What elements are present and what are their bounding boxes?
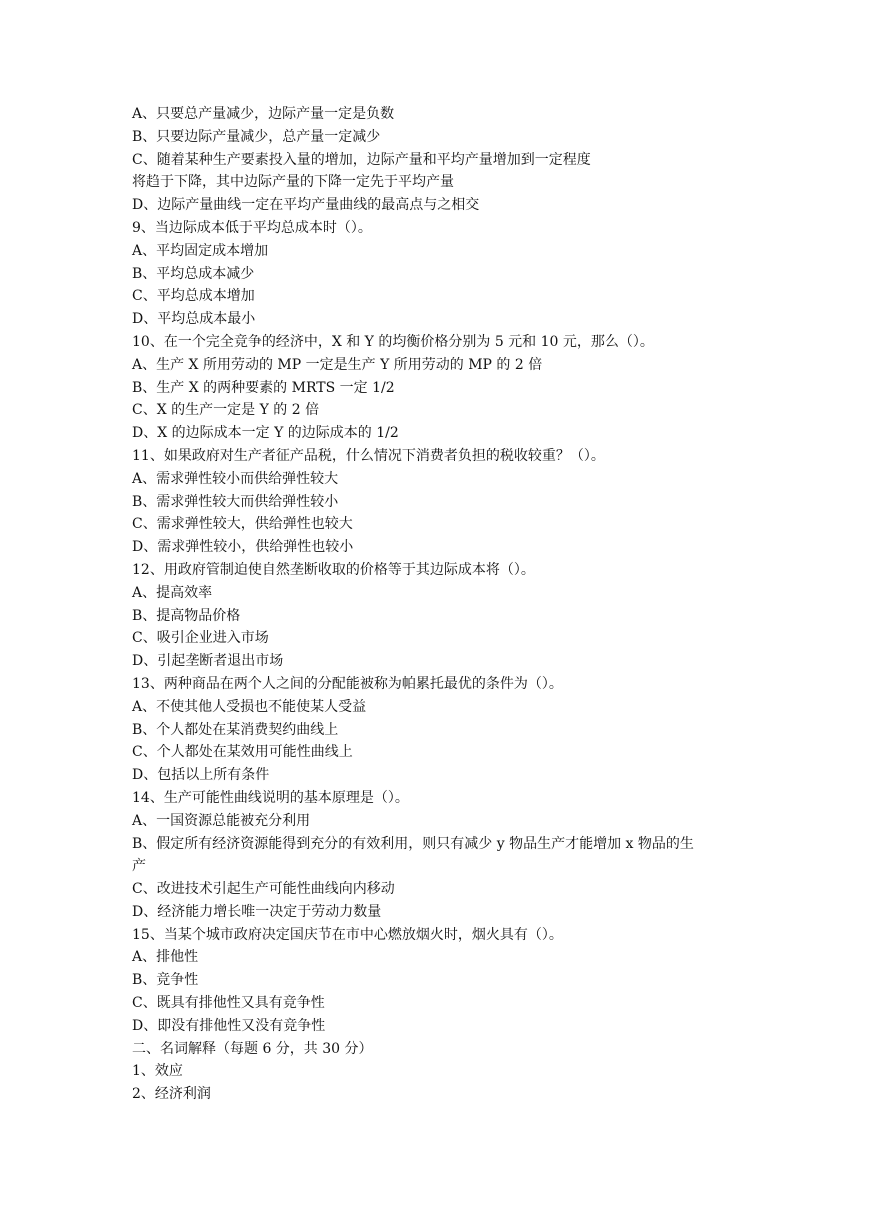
option-line: A、排他性 [132,949,199,966]
option-line: C、吸引企业进入市场 [132,630,269,647]
option-line: A、不使其他人受损也不能使某人受益 [132,698,367,715]
option-line: A、生产 X 所用劳动的 MP 一定是生产 Y 所用劳动的 MP 的 2 倍 [132,356,543,373]
option-line: B、提高物品价格 [132,607,241,624]
text-line: D、边际产量曲线一定在平均产量曲线的最高点与之相交 [132,197,480,214]
option-line: B、需求弹性较大而供给弹性较小 [132,493,339,510]
option-line: D、X 的边际成本一定 Y 的边际成本的 1/2 [132,425,399,442]
question-line: 9、当边际成本低于平均总成本时（）。 [132,219,372,236]
text-line: A、只要总产量减少，边际产量一定是负数 [132,106,395,122]
question-line: 12、用政府管制迫使自然垄断收取的价格等于其边际成本将（）。 [132,561,535,578]
term-item: 1、效应 [132,1063,183,1080]
question-line: 15、当某个城市政府决定国庆节在市中心燃放烟火时，烟火具有（）。 [132,926,563,943]
document-page [132,103,742,1106]
text-line: B、只要边际产量减少，总产量一定减少 [132,128,381,145]
option-line: C、平均总成本增加 [132,288,255,305]
option-line: A、一国资源总能被充分利用 [132,812,311,829]
option-line: B、生产 X 的两种要素的 MRTS 一定 1/2 [132,379,395,396]
option-line: B、平均总成本减少 [132,265,255,282]
option-line: C、个人都处在某效用可能性曲线上 [132,744,353,761]
option-line: D、包括以上所有条件 [132,767,270,784]
option-line: D、需求弹性较小，供给弹性也较小 [132,539,354,556]
option-line: C、改进技术引起生产可能性曲线向内移动 [132,881,395,898]
option-line: A、需求弹性较小而供给弹性较大 [132,470,339,487]
option-line: B、假定所有经济资源能得到充分的有效利用，则只有减少 y 物品生产才能增加 x 物品的生 [132,835,694,852]
text-line: 将趋于下降，其中边际产量的下降一定先于平均产量 [132,174,454,191]
term-item: 2、经济利润 [132,1086,211,1103]
option-line: D、平均总成本最小 [132,311,256,328]
option-line: D、经济能力增长唯一决定于劳动力数量 [132,903,382,920]
question-line: 13、两种商品在两个人之间的分配能被称为帕累托最优的条件为（）。 [132,675,563,692]
option-line: A、提高效率 [132,584,213,601]
option-line: D、引起垄断者退出市场 [132,653,284,670]
option-line: D、即没有排他性又没有竞争性 [132,1017,326,1034]
option-line: B、个人都处在某消费契约曲线上 [132,721,339,738]
option-line: B、竞争性 [132,972,199,989]
option-line: C、需求弹性较大，供给弹性也较大 [132,516,353,533]
question-line: 10、在一个完全竞争的经济中，X 和 Y 的均衡价格分别为 5 元和 10 元，那么（）。 [132,333,654,350]
option-line: C、X 的生产一定是 Y 的 2 倍 [132,402,320,419]
option-line: 产 [132,858,146,875]
section-heading: 二、名词解释（每题 6 分，共 30 分） [132,1040,373,1057]
question-line: 14、生产可能性曲线说明的基本原理是（）。 [132,789,409,806]
question-line: 11、如果政府对生产者征产品税，什么情况下消费者负担的税收较重？（）。 [132,447,605,464]
option-line: C、既具有排他性又具有竞争性 [132,995,325,1012]
text-line: C、随着某种生产要素投入量的增加，边际产量和平均产量增加到一定程度 [132,151,591,168]
option-line: A、平均固定成本增加 [132,242,269,259]
